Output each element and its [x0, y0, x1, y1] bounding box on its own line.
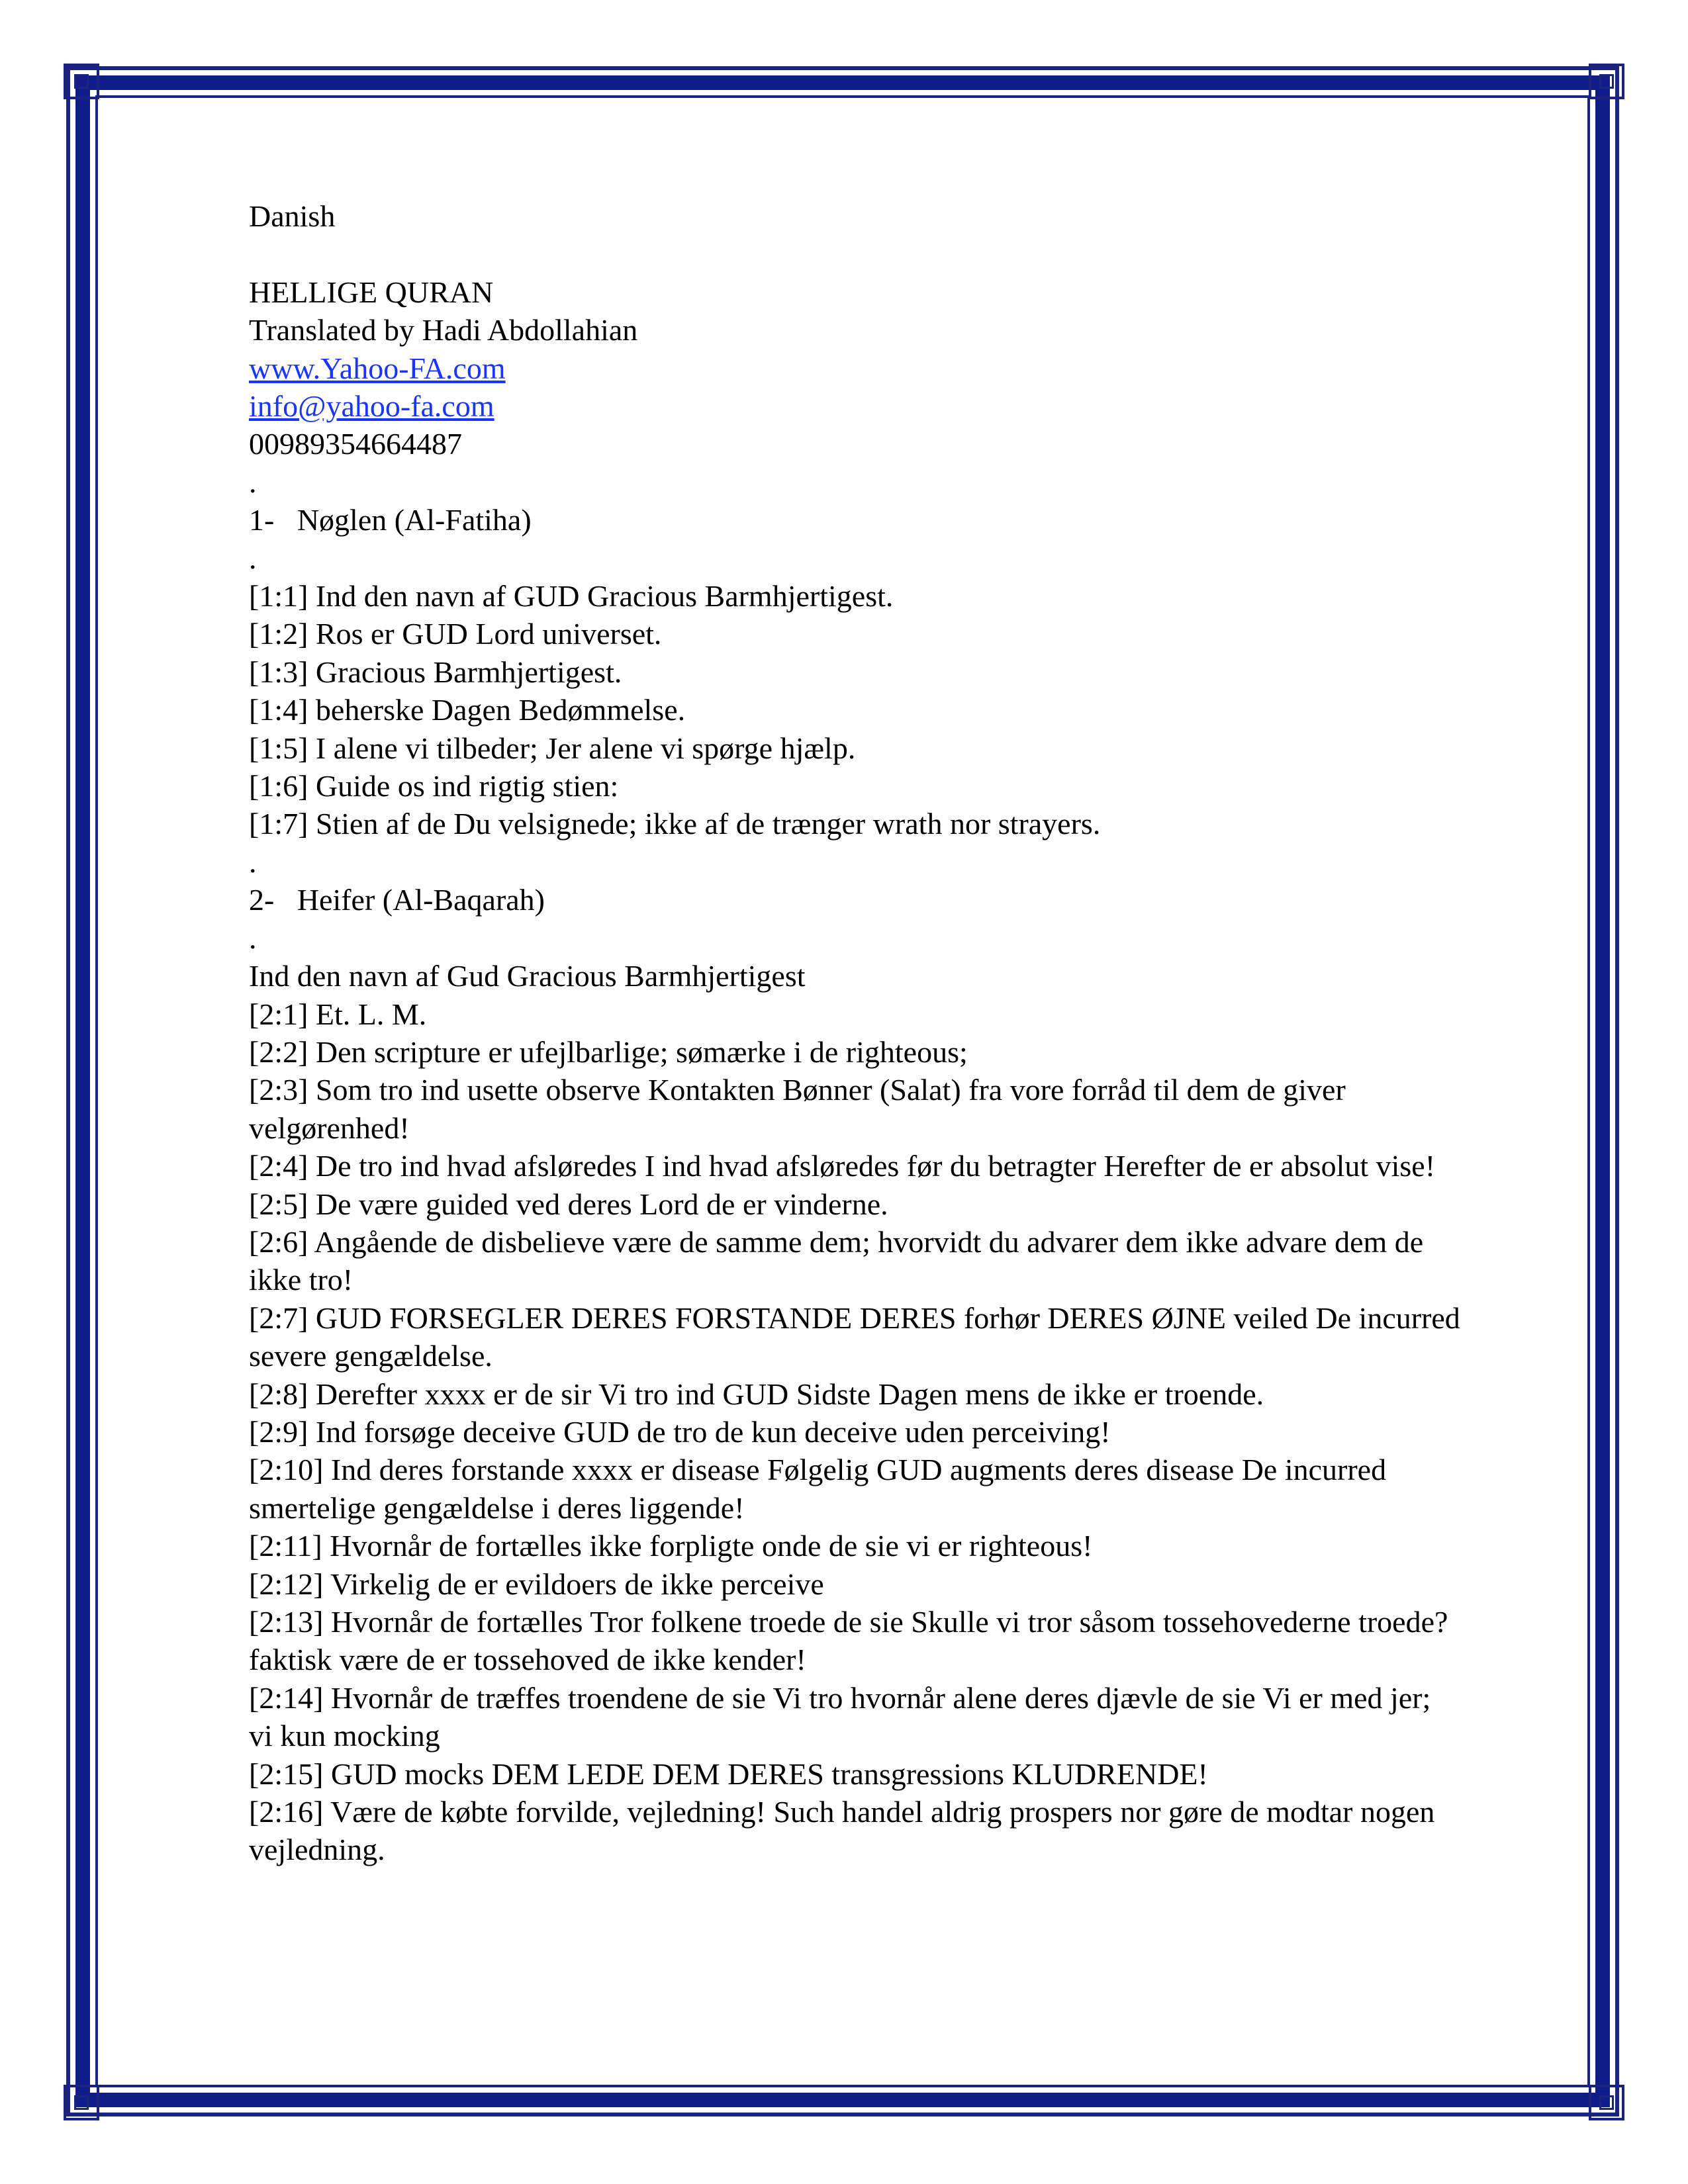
- separator-dot: .: [249, 465, 257, 499]
- verse: [1:6] Guide os ind rigtig stien:: [249, 769, 619, 803]
- border-corner-ornament: [1589, 2085, 1624, 2120]
- basmala: Ind den navn af Gud Gracious Barmhjertigest: [249, 959, 806, 993]
- chapter-1-verses: [249, 577, 1460, 843]
- website-link[interactable]: www.Yahoo-FA.com: [249, 351, 506, 385]
- language-label: Danish: [249, 199, 336, 233]
- verse: [1:4] beherske Dagen Bedømmelse.: [249, 693, 686, 727]
- document-title: HELLIGE QURAN: [249, 275, 494, 309]
- verse: [2:16] Være de købte forvilde, vejledning! Such handel aldrig prospers nor gøre de modtar nogen vejledning.: [249, 1795, 1435, 1867]
- separator-dot: .: [249, 921, 257, 955]
- verse: [2:14] Hvornår de træffes troendene de sie Vi tro hvornår alene deres djævle de sie Vi er med jer; vi kun mocking: [249, 1680, 1431, 1753]
- verse: [2:4] De tro ind hvad afsløredes I ind hvad afsløredes før du betragter Herefter de er absolut vise!: [249, 1149, 1436, 1183]
- chapter-2-verses: [249, 995, 1460, 1869]
- phone-number: 00989354664487: [249, 427, 462, 461]
- verse: [2:2] Den scripture er ufejlbarlige; sømærke i de righteous;: [249, 1034, 968, 1069]
- verse: [2:1] Et. L. M.: [249, 997, 427, 1031]
- border-corner-ornament: [64, 64, 99, 99]
- chapter-heading: 2- Heifer (Al-Baqarah): [249, 883, 545, 917]
- verse: [1:1] Ind den navn af GUD Gracious Barmhjertigest.: [249, 579, 894, 614]
- verse: [2:11] Hvornår de fortælles ikke forpligte onde de sie vi er righteous!: [249, 1529, 1093, 1563]
- verse: [2:15] GUD mocks DEM LEDE DEM DERES transgressions KLUDRENDE!: [249, 1756, 1208, 1791]
- verse: [2:10] Ind deres forstande xxxx er disease Følgelig GUD augments deres disease De incurred smertelige gengældelse i deres liggende!: [249, 1453, 1387, 1525]
- email-link[interactable]: info@yahoo-fa.com: [249, 389, 494, 424]
- verse: [2:5] De være guided ved deres Lord de er vinderne.: [249, 1187, 888, 1221]
- translator-credit: Translated by Hadi Abdollahian: [249, 313, 638, 347]
- verse: [1:3] Gracious Barmhjertigest.: [249, 655, 622, 689]
- border-corner-ornament: [1589, 64, 1624, 99]
- verse: [1:7] Stien af de Du velsignede; ikke af de trænger wrath nor strayers.: [249, 807, 1101, 841]
- verse: [1:5] I alene vi tilbeder; Jer alene vi spørge hjælp.: [249, 731, 856, 765]
- verse: [2:8] Derefter xxxx er de sir Vi tro ind GUD Sidste Dagen mens de ikke er troende.: [249, 1377, 1264, 1411]
- verse: [2:7] GUD FORSEGLER DERES FORSTANDE DERES forhør DERES ØJNE veiled De incurred severe gengældelse.: [249, 1300, 1460, 1373]
- verse: [2:13] Hvornår de fortælles Tror folkene troede de sie Skulle vi tror såsom tossehovederne troede? faktisk være de er tossehoved de ikke kender!: [249, 1605, 1448, 1677]
- verse: [2:9] Ind forsøge deceive GUD de tro de kun deceive uden perceiving!: [249, 1414, 1111, 1449]
- separator-dot: .: [249, 541, 257, 575]
- border-corner-ornament: [64, 2085, 99, 2120]
- verse: [1:2] Ros er GUD Lord universet.: [249, 617, 662, 651]
- verse: [2:12] Virkelig de er evildoers de ikke perceive: [249, 1567, 824, 1601]
- document-body: [249, 197, 1460, 1869]
- chapter-heading: 1- Nøglen (Al-Fatiha): [249, 503, 532, 537]
- verse: [2:3] Som tro ind usette observe Kontakten Bønner (Salat) fra vore forråd til dem de giver velgørenhed!: [249, 1073, 1346, 1145]
- spacer: [249, 235, 1460, 273]
- verse: [2:6] Angående de disbelieve være de samme dem; hvorvidt du advarer dem ikke advare dem de ikke tro!: [249, 1224, 1424, 1297]
- separator-dot: .: [249, 844, 257, 879]
